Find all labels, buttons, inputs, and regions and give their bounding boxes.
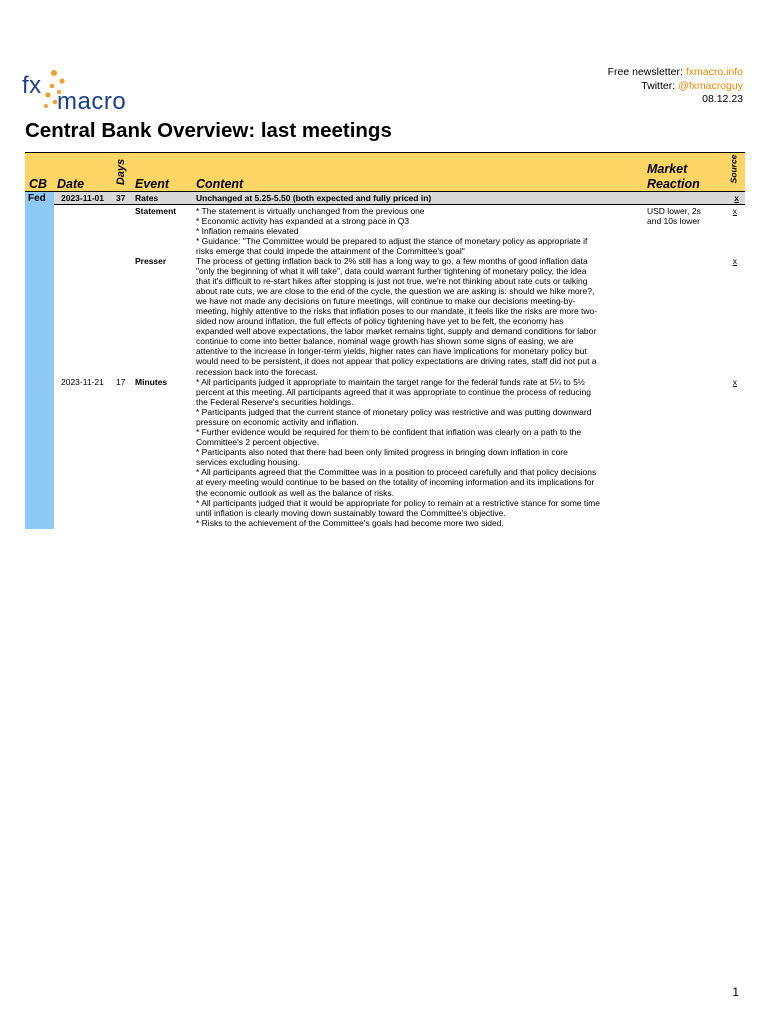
logo-fx-text: fx <box>22 72 42 99</box>
newsletter-label: Free newsletter: <box>607 66 683 78</box>
statement-line: * Guidance: "The Committee would be prepared to adjust the stance of monetary policy as appropriate if <box>196 236 588 247</box>
column-header-event: Event <box>135 177 170 191</box>
newsletter-line <box>608 66 743 80</box>
presser-line: The process of getting inflation back to 2% still has a long way to go, a few months of good inflation data <box>196 256 588 266</box>
minutes-event: Minutes <box>135 377 168 387</box>
fxmacro-logo <box>22 68 134 114</box>
minutes-date: 2023-11-21 <box>61 377 104 387</box>
minutes-line: * All participants judged it appropriate to maintain the target range for the federal funds rate at 5¼ to 5½ <box>196 377 585 387</box>
statement-line: risks emerge that could impede the attainment of the Committee's goal" <box>196 246 465 257</box>
presser-line: expanded well above expectations, the labor market remains tight, supply and demand conditions for labor <box>196 326 597 337</box>
rates-source-link[interactable]: x <box>734 193 739 203</box>
market-reaction-line: USD lower, 2s <box>647 206 701 216</box>
market-reaction-line: and 10s lower <box>647 216 700 227</box>
statement-event: Statement <box>135 206 177 216</box>
minutes-line: Committee's 2 percent objective. <box>196 437 320 448</box>
minutes-line: services excluding housing. <box>196 457 300 468</box>
minutes-line: pressure on economic activity and inflation. <box>196 417 359 428</box>
minutes-line: * Risks to the achievement of the Committee's goals had become more two sided. <box>196 517 504 528</box>
minutes-line: * All participants judged that it would be appropriate for policy to remain at a restrictive stance for some time <box>196 497 600 508</box>
presser-line: sided now around inflation, the full effects of policy tightening have yet to be felt, the economy has <box>196 316 564 327</box>
minutes-line: * Participants also noted that there had been only limited progress in bringing down inflation in core <box>196 447 568 458</box>
table-header <box>25 152 745 192</box>
presser-line: attentive to the increase in longer-term yields, higher rates can have implications for monetary policy but <box>196 346 587 357</box>
twitter-link[interactable]: @fxmacroguy <box>678 79 743 92</box>
rates-content: Unchanged at 5.25-5.50 (both expected and fully priced in) <box>196 193 432 203</box>
column-header-reaction: Reaction <box>647 177 700 191</box>
statement-content <box>196 206 646 256</box>
rates-days: 37 <box>116 193 126 203</box>
twitter-line <box>608 80 743 94</box>
minutes-content <box>196 377 646 528</box>
column-header-days <box>116 156 130 190</box>
presser-line: about rate cuts, we are close to the end of the cycle, the question we are asking is: should we hike more?, <box>196 286 595 297</box>
logo-macro-text: macro <box>57 88 127 115</box>
table-body <box>25 192 745 529</box>
minutes-line: the Federal Reserve's securities holdings. <box>196 397 354 408</box>
presser-line: meeting, highly attentive to the risks that inflation poses to our mandate, it feels like the risks are more two- <box>196 306 598 317</box>
column-header-days-label: Days <box>115 158 128 186</box>
column-header-source <box>729 156 743 190</box>
presser-line: that it's difficult to re-start hikes after stopping is just not true, we're not thinking about rate cuts or talking <box>196 276 588 287</box>
header-info <box>608 66 743 107</box>
column-header-source-label: Source <box>728 154 739 184</box>
statement-line: * The statement is virtually unchanged from the previous one <box>196 206 425 216</box>
minutes-days: 17 <box>116 377 126 387</box>
page-title: Central Bank Overview: last meetings <box>25 119 392 142</box>
column-header-content: Content <box>196 177 244 191</box>
column-header-date: Date <box>57 177 85 191</box>
presser-content <box>196 256 646 377</box>
presser-line: we have not made any decisions on future meetings, will continue to make our decisions meeting-by- <box>196 296 576 307</box>
minutes-source-link[interactable]: x <box>732 377 737 387</box>
minutes-line: * Participants judged that the current stance of monetary policy was restrictive and was putting downward <box>196 407 592 418</box>
twitter-label: Twitter: <box>641 79 676 92</box>
presser-line: would need to be persistent, it does not appear that policy expectations are driving rates, staff did not put a <box>196 356 597 367</box>
presser-source-link[interactable]: x <box>732 256 737 266</box>
presser-event: Presser <box>135 256 167 266</box>
column-header-cb: CB <box>29 177 48 191</box>
cb-name: Fed <box>28 193 46 204</box>
report-date: 08.12.23 <box>702 93 743 105</box>
rates-event: Rates <box>135 193 159 203</box>
newsletter-link[interactable]: fxmacro.info <box>685 66 743 78</box>
central-bank-table <box>25 152 745 529</box>
presser-line: continue to come into better balance, nominal wage growth has shown some signs of easing, we are <box>196 336 574 347</box>
statement-line: * Inflation remains elevated <box>196 226 299 237</box>
minutes-line: percent at this meeting. All participants agreed that it was appropriate to continue the process of reducing <box>196 387 592 398</box>
rates-row <box>54 192 745 205</box>
minutes-line: * All participants agreed that the Committee was in a position to proceed carefully and that policy decisions <box>196 467 597 478</box>
minutes-line: until inflation is clearly moving down sustainably toward the Committee's objective. <box>196 507 506 518</box>
presser-line: recession back into the forecast. <box>196 366 318 377</box>
rates-date: 2023-11-01 <box>61 193 105 203</box>
statement-line: * Economic activity has expanded at a strong pace in Q3 <box>196 216 410 227</box>
column-header-market: Market <box>647 162 688 176</box>
cb-column <box>25 192 54 529</box>
minutes-line: at every meeting would continue to be based on the totality of incoming information and its implications for <box>196 477 595 488</box>
minutes-line: the economic outlook as well as the balance of risks. <box>196 487 394 498</box>
statement-source-link[interactable]: x <box>732 206 737 216</box>
statement-market-reaction <box>647 206 701 226</box>
page-number: 1 <box>732 985 739 999</box>
minutes-line: * Further evidence would be required for them to be confident that inflation was clearly on a path to the <box>196 427 582 438</box>
presser-line: "only the beginning of what it will take", data could warrant further tightening of monetary policy, the idea <box>196 266 587 277</box>
